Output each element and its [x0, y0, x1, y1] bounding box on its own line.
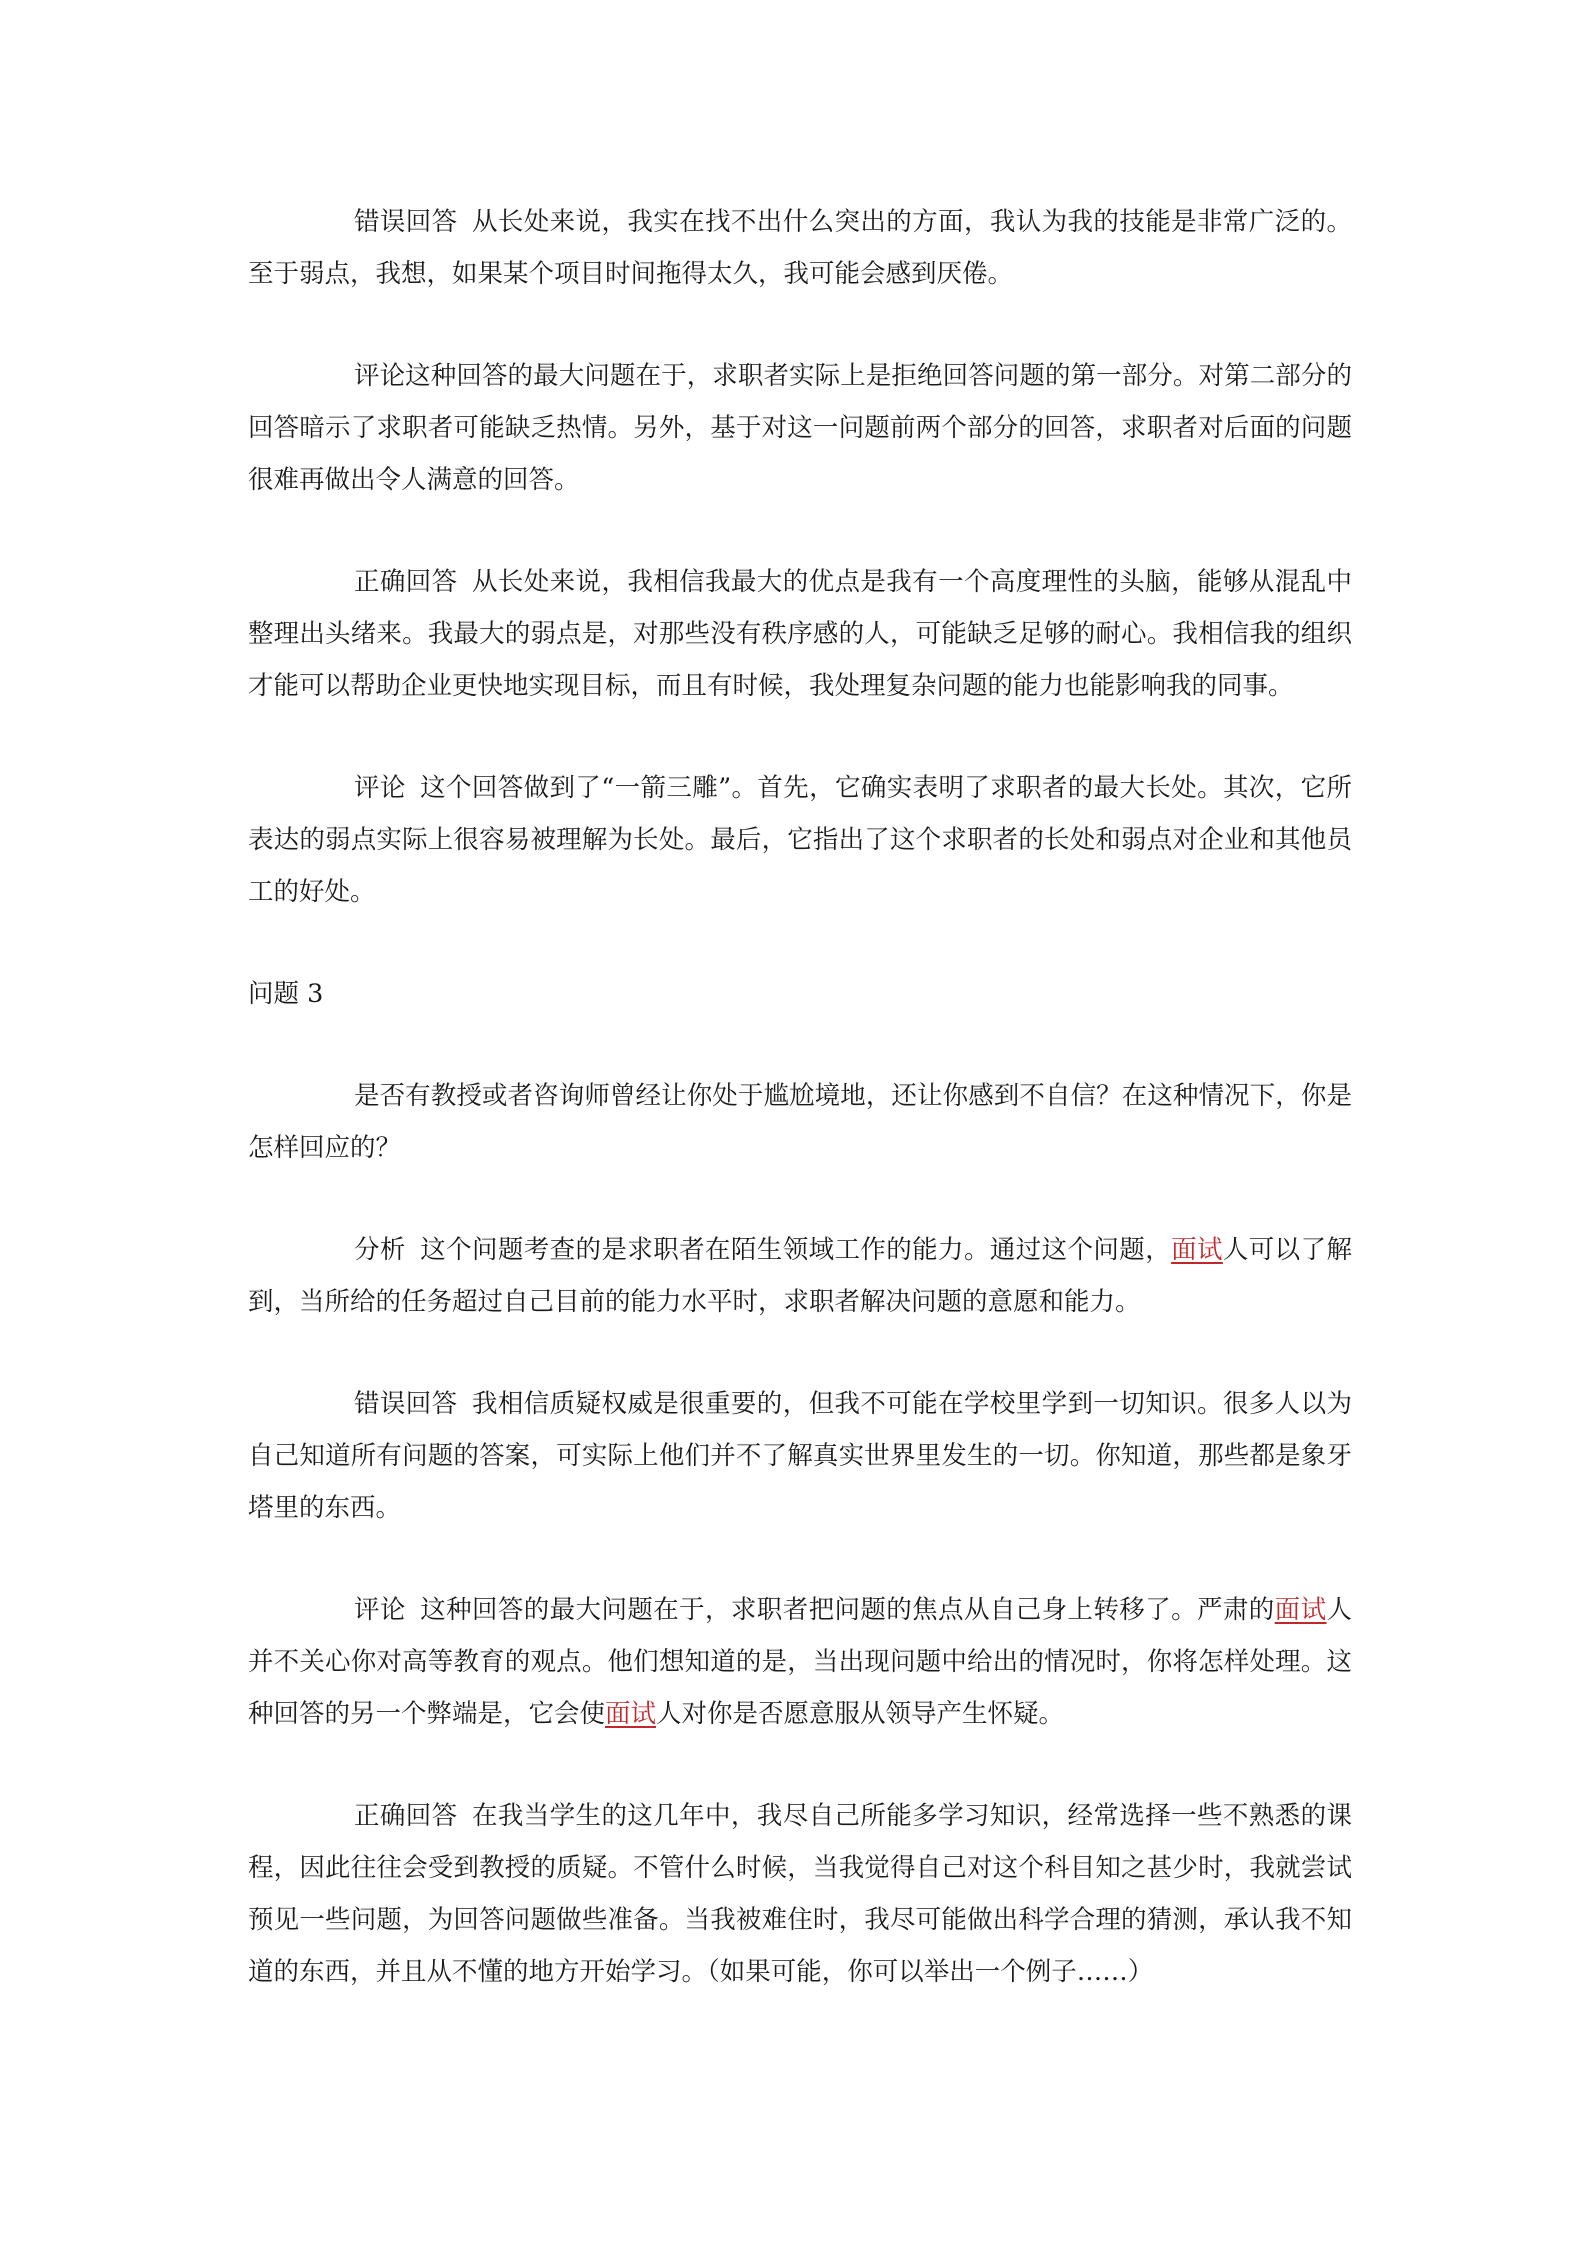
paragraph-text: 这种回答的最大问题在于，求职者把问题的焦点从自己身上转移了。严肃的: [419, 1595, 1275, 1625]
paragraph-text: 我相信质疑权威是很重要的，但我不可能在学校里学到一切知识。很多人以为自己知道所有问题的答案，可实际上他们并不了解真实世界里发生的一切。你知道，那些都是象牙塔里的东西。: [248, 1389, 1352, 1523]
paragraph-text: 在我当学生的这几年中，我尽自己所能多学习知识，经常选择一些不熟悉的课程，因此往往会受到教授的质疑。不管什么时候，当我觉得自己对这个科目知之甚少时，我就尝试预见一些问题，为回答问题做些准备。当我被难住时，我尽可能做出科学合理的猜测，承认我不知道的东西，并且从不懂的地方开始学习。（如果可能，你可以举出一个例子……）: [248, 1801, 1352, 1987]
paragraph-comment-1: [248, 350, 1352, 506]
paragraph-label: 错误回答: [354, 207, 458, 237]
paragraph-correct-answer-2: [248, 1790, 1352, 1998]
interview-term-link[interactable]: 面试: [605, 1699, 657, 1729]
interview-term-link[interactable]: 面试: [1274, 1595, 1327, 1625]
question-text: [248, 1070, 1352, 1174]
paragraph-label: 错误回答: [354, 1389, 458, 1419]
paragraph-text: 这个问题考查的是求职者在陌生领域工作的能力。通过这个问题，: [419, 1235, 1172, 1265]
paragraph-text: 从长处来说，我相信我最大的优点是我有一个高度理性的头脑，能够从混乱中整理出头绪来。我最大的弱点是，对那些没有秩序感的人，可能缺乏足够的耐心。我相信我的组织才能可以帮助企业更快地实现目标，而且有时候，我处理复杂问题的能力也能影响我的同事。: [248, 567, 1352, 701]
paragraph-text: 这个回答做到了“一箭三雕”。首先，它确实表明了求职者的最大长处。其次，它所表达的弱点实际上很容易被理解为长处。最后，它指出了这个求职者的长处和弱点对企业和其他员工的好处。: [248, 773, 1352, 907]
interview-term-link[interactable]: 面试: [1171, 1235, 1223, 1265]
paragraph-comment-3: [248, 1584, 1352, 1740]
paragraph-comment-2: [248, 762, 1352, 918]
paragraph-label: 正确回答: [354, 567, 458, 597]
paragraph-correct-answer-1: [248, 556, 1352, 712]
paragraph-label: 评论: [354, 1595, 406, 1625]
paragraph-analysis: [248, 1224, 1352, 1328]
paragraph-wrong-answer-2: [248, 1378, 1352, 1534]
paragraph-wrong-answer-1: [248, 196, 1352, 300]
question-heading: [248, 968, 1352, 1020]
heading-text: 问题 3: [248, 979, 324, 1009]
paragraph-text: 是否有教授或者咨询师曾经让你处于尴尬境地，还让你感到不自信？在这种情况下，你是怎样回应的？: [248, 1081, 1352, 1163]
paragraph-text: 从长处来说，我实在找不出什么突出的方面，我认为我的技能是非常广泛的。至于弱点，我想，如果某个项目时间拖得太久，我可能会感到厌倦。: [248, 207, 1352, 289]
paragraph-text: 人并不关心你对高等教育的观点。他们想知道的是，当出现问题中给出的情况时，你将怎样处理。这种回答的另一个弊端是，它会使: [248, 1595, 1352, 1729]
paragraph-label: 分析: [354, 1235, 406, 1265]
paragraph-label: 评论: [354, 773, 406, 803]
document-body: [248, 196, 1352, 2048]
paragraph-text: 人可以了解到，当所给的任务超过自己目前的能力水平时，求职者解决问题的意愿和能力。: [248, 1235, 1352, 1317]
paragraph-text: 人对你是否愿意服从领导产生怀疑。: [656, 1699, 1065, 1729]
paragraph-label: 正确回答: [354, 1801, 458, 1831]
paragraph-text: 评论这种回答的最大问题在于，求职者实际上是拒绝回答问题的第一部分。对第二部分的回答暗示了求职者可能缺乏热情。另外，基于对这一问题前两个部分的回答，求职者对后面的问题很难再做出令人满意的回答。: [248, 361, 1352, 495]
